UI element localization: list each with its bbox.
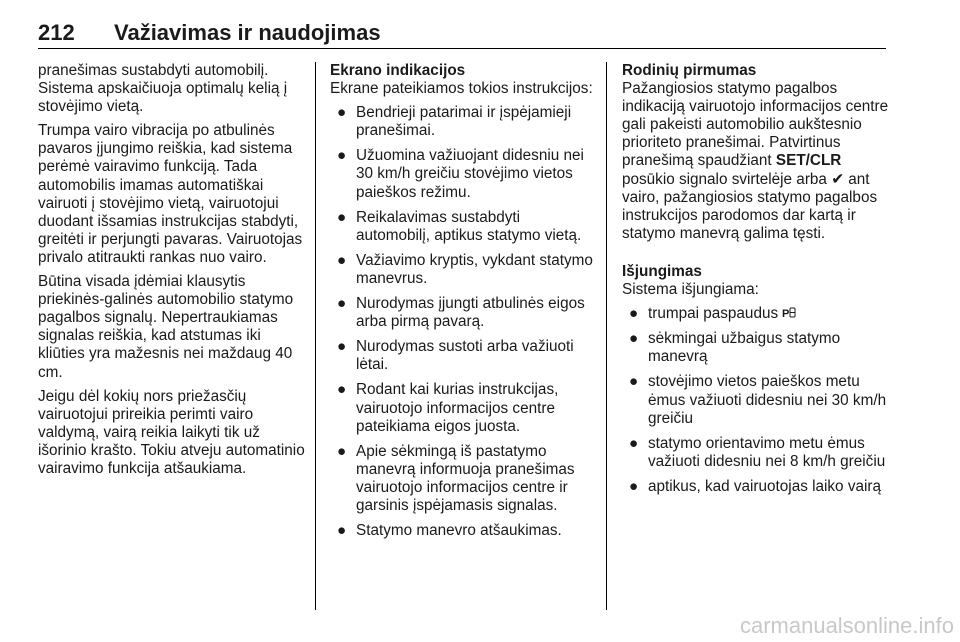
page-header bbox=[38, 14, 886, 49]
deactivation-list bbox=[622, 305, 890, 496]
watermark: carmanualsonline.info bbox=[739, 613, 954, 638]
list-item bbox=[622, 305, 890, 323]
list-item-text: Rodant kai kurias instrukcijas, vairuotojo informacijos centre pateikiama eigos juosta. bbox=[356, 381, 559, 435]
list-item-text: Nurodymas įjungti atbulinės eigos arba pirmą pavarą. bbox=[356, 295, 585, 331]
section-heading-priority: Rodinių pirmumas bbox=[622, 62, 757, 79]
paragraph-continuation: pranešimas sustabdyti automobilį. Sistema apskaičiuoja optimalų kelią į stovėjimo vietą. bbox=[38, 62, 288, 116]
svg-text:P: P bbox=[782, 308, 790, 320]
display-instructions-list bbox=[330, 104, 598, 540]
parking-assist-icon bbox=[782, 306, 796, 319]
list-item-text: aptikus, kad vairuotojas laiko vairą bbox=[648, 477, 881, 495]
set-clr-label: SET/CLR bbox=[775, 152, 842, 170]
section-heading-deactivation: Išjungimas bbox=[622, 262, 702, 280]
list-item-text: stovėjimo vietos paieškos metu ėmus važiuoti didesniu nei 30 km/h greičiu bbox=[648, 373, 887, 427]
column-divider-right bbox=[606, 62, 607, 610]
bullet-icon: ● bbox=[629, 434, 639, 452]
list-item-text: sėkmingai užbaigus statymo manevrą bbox=[648, 330, 841, 366]
list-item-text: Apie sėkmingą iš pastatymo manevrą informuoja pranešimas vairuotojo informacijos centre ir garsinis įspėjamasis signalas. bbox=[356, 442, 575, 514]
list-item bbox=[330, 522, 598, 540]
list-item bbox=[622, 478, 890, 496]
bullet-icon: ● bbox=[629, 373, 639, 391]
page-number: 212 bbox=[38, 20, 75, 45]
priority-text-start: Pažangiosios statymo pagalbos indikaciją vairuotojo informacijos centre gali pakeisti automobilio aukštesnio prioriteto pranešimai. Patvirtinus pranešimą spaudžiant bbox=[622, 80, 889, 170]
section-heading-display: Ekrano indikacijos bbox=[330, 62, 466, 79]
bullet-icon: ● bbox=[337, 522, 347, 540]
list-item bbox=[330, 295, 598, 331]
section-intro-deactivation: Sistema išjungiama: bbox=[622, 281, 759, 299]
list-item-text: trumpai paspaudus bbox=[648, 305, 779, 323]
column-right bbox=[622, 62, 890, 503]
column-divider-left bbox=[315, 62, 316, 610]
list-item bbox=[330, 209, 598, 245]
list-item-text: Nurodymas sustoti arba važiuoti lėtai. bbox=[356, 338, 574, 374]
bullet-icon: ● bbox=[337, 295, 347, 313]
bullet-icon: ● bbox=[337, 251, 347, 269]
list-item bbox=[330, 147, 598, 201]
list-item bbox=[330, 252, 598, 288]
paragraph-steering-vibration: Trumpa vairo vibracija po atbulinės pavaros įjungimo reiškia, kad sistema perėmė vairavimo funkciją. Tada automobilis imamas automatiškai vairuoti į stovėjimo vietą, vairuotojui duodant išsamias instrukcijas stabdyti, greitėti ir perjungti pavaras. Vairuotojas privalo atitraukti rankas nuo vairo. bbox=[38, 122, 303, 266]
priority-text-middle: posūkio signalo svirtelėje arba bbox=[622, 170, 827, 188]
bullet-icon: ● bbox=[629, 477, 639, 495]
paragraph-parking-signals: Būtina visada įdėmiai klausytis priekinės-galinės automobilio statymo pagalbos signalų. Nepertraukiamas signalas reiškia, kad atstumas iki kliūties yra mažesnis nei maždaug 40 cm. bbox=[38, 273, 294, 381]
list-item-text: Reikalavimas sustabdyti automobilį, aptikus statymo vietą. bbox=[356, 208, 582, 244]
section-intro-display: Ekrane pateikiamos tokios instrukcijos: bbox=[330, 80, 593, 98]
paragraph-priority bbox=[622, 80, 890, 243]
bullet-icon: ● bbox=[337, 104, 347, 122]
bullet-icon: ● bbox=[629, 330, 639, 348]
bullet-icon: ● bbox=[337, 338, 347, 356]
bullet-icon: ● bbox=[337, 147, 347, 165]
check-mark-icon: ✔ bbox=[831, 170, 845, 188]
bullet-icon: ● bbox=[337, 381, 347, 399]
list-item bbox=[330, 443, 598, 515]
list-item bbox=[330, 338, 598, 374]
list-item bbox=[330, 104, 598, 140]
list-item bbox=[622, 435, 890, 471]
list-item-text: Bendrieji patarimai ir įspėjamieji pranešimai. bbox=[356, 104, 572, 140]
list-item bbox=[622, 330, 890, 366]
list-item-text: Užuomina važiuojant didesniu nei 30 km/h greičiu stovėjimo vietos paieškos režimu. bbox=[356, 147, 584, 201]
list-item-text: Važiavimo kryptis, vykdant statymo manevrus. bbox=[356, 251, 593, 287]
bullet-icon: ● bbox=[337, 208, 347, 226]
list-item bbox=[330, 381, 598, 435]
list-item bbox=[622, 373, 890, 427]
column-middle bbox=[330, 62, 598, 547]
section-spacer bbox=[622, 249, 890, 263]
column-left bbox=[38, 62, 306, 484]
list-item-text: Statymo manevro atšaukimas. bbox=[356, 522, 562, 540]
paragraph-take-over-steering: Jeigu dėl kokių nors priežasčių vairuotojui prireikia perimti vairo valdymą, vairą reikia laikyti tik už išorinio krašto. Tokiu atveju automatinio vairavimo funkcija atšaukiama. bbox=[38, 387, 305, 477]
priority-text-end: ant vairo, pažangiosios statymo pagalbos instrukcijos parodomos dar kartą ir statymo manevrą galima tęsti. bbox=[622, 170, 878, 242]
list-item-text: statymo orientavimo metu ėmus važiuoti didesniu nei 8 km/h greičiu bbox=[648, 434, 886, 470]
bullet-icon: ● bbox=[337, 442, 347, 460]
bullet-icon: ● bbox=[629, 305, 639, 323]
chapter-title: Važiavimas ir naudojimas bbox=[114, 20, 381, 45]
